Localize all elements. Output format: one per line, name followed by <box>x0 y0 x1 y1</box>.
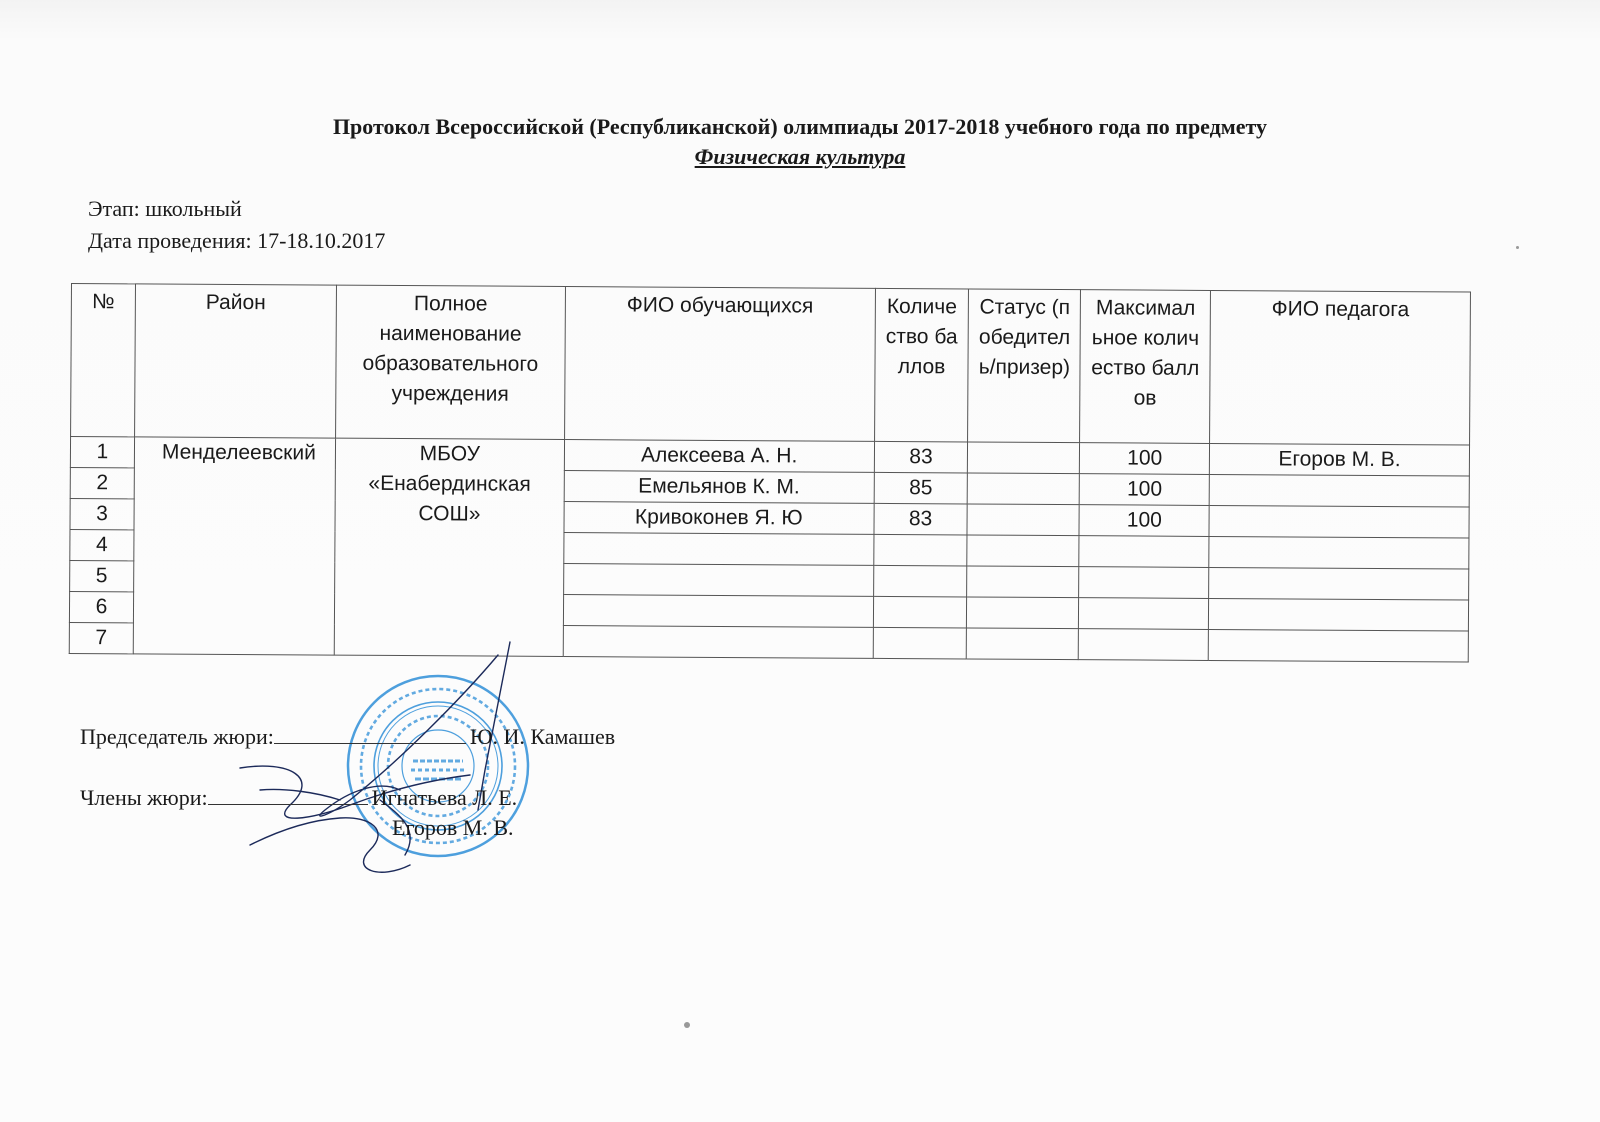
row-number: 6 <box>69 591 133 622</box>
status-cell <box>967 535 1079 567</box>
status-cell <box>967 504 1079 536</box>
teacher-cell <box>1209 536 1469 569</box>
teacher-cell <box>1209 474 1469 507</box>
column-header-teacher: ФИО педагога <box>1210 290 1471 445</box>
member2-line <box>392 815 514 841</box>
scan-speck <box>1516 246 1519 249</box>
date-line: Дата проведения: 17-18.10.2017 <box>88 228 386 253</box>
chairman-name: Ю. И. Камашев <box>469 724 616 749</box>
max-score-cell <box>1079 629 1209 661</box>
status-cell <box>968 442 1080 474</box>
school-cell: МБОУ «Енабердинская СОШ» <box>334 438 564 656</box>
teacher-cell <box>1209 567 1469 600</box>
teacher-cell <box>1208 629 1468 662</box>
max-score-cell <box>1079 536 1209 568</box>
status-cell <box>967 597 1079 629</box>
column-header-school: Полное наименование образовательного учреждения <box>335 285 565 439</box>
row-number: 5 <box>70 560 134 591</box>
score-cell <box>873 627 967 659</box>
column-header-score: Количество баллов <box>874 288 969 442</box>
score-cell <box>873 596 967 628</box>
column-header-district: Район <box>134 284 336 438</box>
student-cell <box>564 533 874 566</box>
score-cell <box>873 534 967 566</box>
row-number: 1 <box>70 437 134 468</box>
max-score-cell: 100 <box>1080 443 1210 475</box>
column-header-number: № <box>71 284 136 437</box>
member1-signature-line <box>208 804 368 805</box>
column-header-max-score: Максимальное количество баллов <box>1080 290 1211 444</box>
subject-name: Физическая культура <box>694 144 906 169</box>
district-cell: Менделеевский <box>133 437 335 655</box>
row-number: 4 <box>70 529 134 560</box>
student-cell <box>563 595 873 628</box>
column-header-student: ФИО обучающихся <box>564 287 875 442</box>
score-cell: 83 <box>874 441 968 473</box>
results-table <box>69 283 1471 663</box>
score-cell: 85 <box>874 472 968 504</box>
stage-line: Этап: школьный <box>88 196 242 221</box>
student-cell: Алексеева А. Н. <box>564 440 874 473</box>
max-score-cell <box>1079 567 1209 599</box>
row-number: 3 <box>70 498 134 529</box>
chairman-line <box>80 724 615 750</box>
student-cell: Емельянов К. М. <box>564 471 874 504</box>
handwritten-signature <box>230 640 550 900</box>
status-cell <box>968 473 1080 505</box>
column-header-status: Статус (победитель/призер) <box>968 289 1081 443</box>
max-score-cell: 100 <box>1080 474 1210 506</box>
max-score-cell <box>1079 598 1209 630</box>
chairman-signature-line <box>274 743 466 744</box>
chairman-label: Председатель жюри: <box>80 724 274 749</box>
scan-speck <box>684 1022 690 1028</box>
status-cell <box>967 566 1079 598</box>
student-cell: Кривоконев Я. Ю <box>564 502 874 535</box>
members-label: Члены жюри: <box>80 785 208 810</box>
teacher-cell <box>1209 598 1469 631</box>
document-title: Протокол Всероссийской (Республиканской) олимпиады 2017-2018 учебного года по предмету <box>332 114 1268 139</box>
member1-name: Игнатьева Л. Е. <box>371 785 518 810</box>
teacher-cell <box>1209 505 1469 538</box>
score-cell <box>873 565 967 597</box>
status-cell <box>967 628 1079 660</box>
student-cell <box>563 626 873 659</box>
max-score-cell: 100 <box>1079 505 1209 537</box>
table-header-row <box>71 284 1471 446</box>
score-cell: 83 <box>874 503 968 535</box>
row-number: 7 <box>69 622 133 653</box>
members-line <box>80 785 517 811</box>
member2-name: Егоров М. В. <box>392 815 514 840</box>
student-cell <box>563 564 873 597</box>
teacher-cell: Егоров М. В. <box>1210 443 1470 476</box>
row-number: 2 <box>70 467 134 498</box>
